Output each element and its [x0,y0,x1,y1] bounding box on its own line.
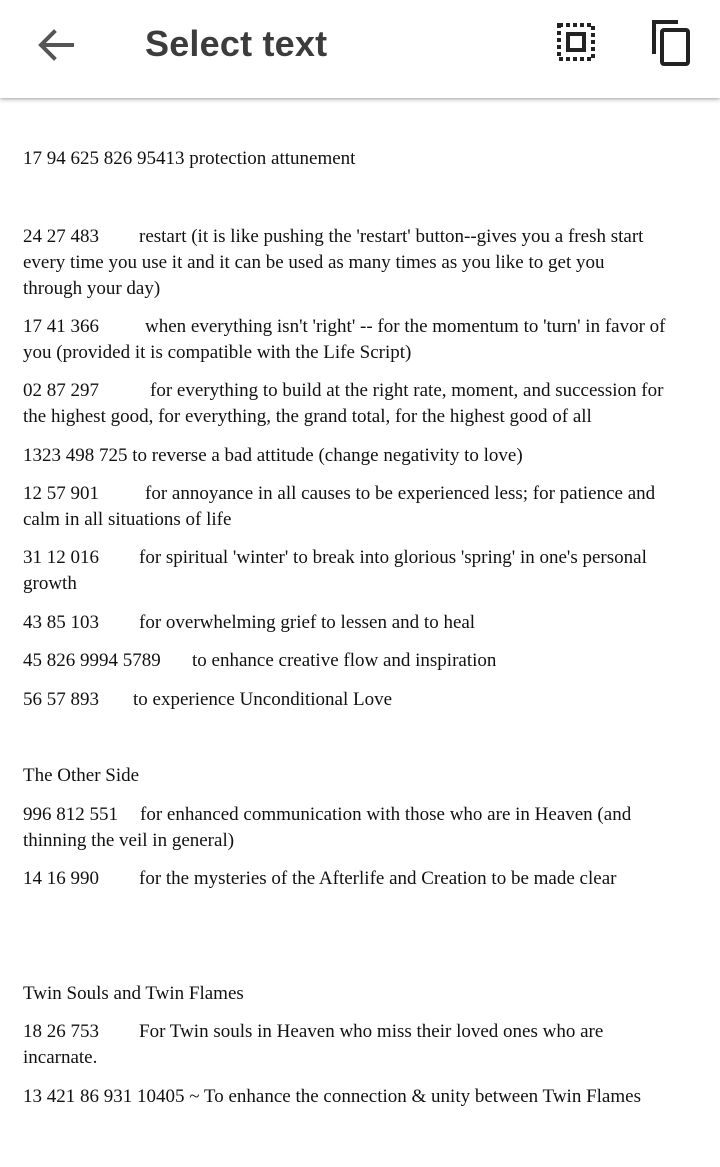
text-line[interactable]: incarnate. [23,1047,98,1068]
back-button[interactable] [24,18,88,72]
entry-text[interactable]: when everything isn't 'right' -- for the momentum to 'turn' in favor of [145,316,666,337]
copy-icon [640,14,696,72]
text-line[interactable] [23,378,663,404]
entry-text[interactable]: For Twin souls in Heaven who miss their loved ones who are [139,1021,604,1042]
text-line[interactable]: through your day) [23,278,161,299]
entry-text[interactable]: for enhanced communication with those who are in Heaven (and [140,804,632,825]
entry-text[interactable]: for overwhelming grief to lessen and to heal [139,612,476,633]
entry-text[interactable]: restart (it is like pushing the 'restart' button--gives you a fresh start [139,226,644,247]
entry-text[interactable]: for everything to build at the right rate, moment, and succession for [150,380,664,401]
text-line[interactable] [23,866,616,892]
text-line[interactable]: growth [23,573,77,594]
entry-text[interactable]: to enhance creative flow and inspiration [192,650,497,671]
text-line[interactable] [23,802,631,828]
entry-code[interactable]: 45 826 9994 5789 [23,650,161,671]
entry-code[interactable]: 12 57 901 [23,483,99,504]
text-line[interactable]: you (provided it is compatible with the Life Script) [23,342,412,363]
entry-text[interactable]: for spiritual 'winter' to break into glorious 'spring' in one's personal [139,547,647,568]
entry-code[interactable]: 996 812 551 [23,804,118,825]
page-title: Select text [145,23,328,64]
text-line[interactable] [23,648,496,674]
text-line[interactable]: 17 94 625 826 95413 protection attunement [23,148,356,169]
text-line[interactable]: 13 421 86 931 10405 ~ To enhance the connection & unity between Twin Flames [23,1086,641,1107]
entry-code[interactable]: 18 26 753 [23,1021,99,1042]
entry-code[interactable]: 56 57 893 [23,689,99,710]
select-all-icon [548,14,604,70]
entry-code[interactable]: 02 87 297 [23,380,99,401]
entry-code[interactable]: 14 16 990 [23,868,99,889]
text-line[interactable] [23,545,647,571]
section-heading[interactable]: The Other Side [23,765,140,786]
select-all-button[interactable] [548,14,604,70]
document-text [23,0,720,1167]
text-line[interactable] [23,224,643,250]
text-line[interactable] [23,610,475,636]
app-bar [0,0,720,98]
text-line[interactable] [23,481,655,507]
text-line[interactable] [23,314,666,340]
entry-code[interactable]: 43 85 103 [23,612,99,633]
text-line[interactable]: calm in all situations of life [23,509,232,530]
entry-text[interactable]: for annoyance in all causes to be experienced less; for patience and [145,483,656,504]
section-heading[interactable]: Twin Souls and Twin Flames [23,983,244,1004]
entry-code[interactable]: 31 12 016 [23,547,99,568]
text-line[interactable]: every time you use it and it can be used as many times as you like to get you [23,252,605,273]
entry-code[interactable]: 24 27 483 [23,226,99,247]
copy-button[interactable] [640,14,696,72]
entry-code[interactable]: 17 41 366 [23,316,99,337]
text-line[interactable]: thinning the veil in general) [23,830,235,851]
entry-text[interactable]: for the mysteries of the Afterlife and Creation to be made clear [139,868,617,889]
text-line[interactable] [23,687,392,713]
text-line[interactable] [23,1019,603,1045]
entry-text[interactable]: to experience Unconditional Love [133,689,393,710]
arrow-back-icon [24,18,88,72]
text-line[interactable]: the highest good, for everything, the grand total, for the highest good of all [23,406,592,427]
text-line[interactable]: 1323 498 725 to reverse a bad attitude (change negativity to love) [23,445,523,466]
